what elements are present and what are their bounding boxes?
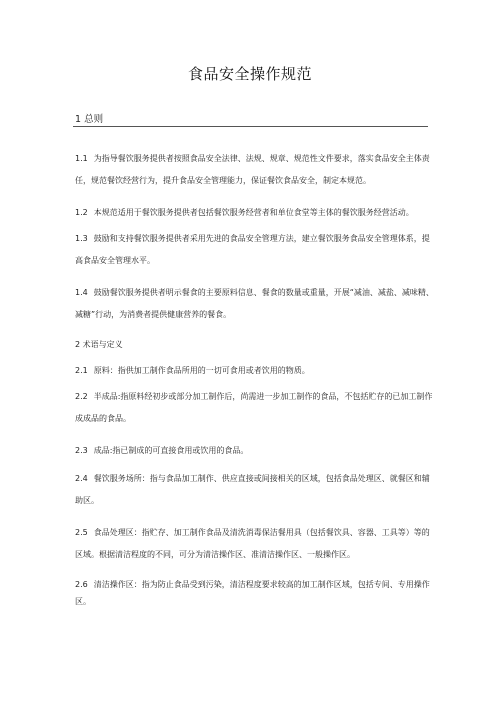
- definition-2-3: [75, 440, 435, 462]
- clause-number: 2.3: [75, 446, 88, 455]
- clause-text: 鼓励和支持餐饮服务提供者采用先进的食品安全管理方法，建立餐饮服务食品安全管理体系，提高食品安全管理水平。: [75, 234, 430, 265]
- paragraph-1-1: [75, 148, 435, 192]
- clause-number: 1.2: [75, 208, 88, 217]
- clause-text: 食品处理区：指贮存、加工制作食品及清洗消毒保洁餐用具（包括餐饮具、容器、工具等）等的区域。根据清洁程度的不同，可分为清洁操作区、准清洁操作区、一般操作区。: [75, 528, 430, 559]
- clause-number: 2.5: [75, 528, 88, 537]
- paragraph-1-2: [75, 202, 435, 224]
- paragraph-1-3: [75, 228, 435, 272]
- clause-text: 餐饮服务场所：指与食品加工制作、供应直接或间接相关的区域，包括食品处理区、就餐区和辅助区。: [75, 474, 430, 505]
- clause-number: 2.1: [75, 366, 88, 375]
- section-heading-general: 1 总则: [75, 114, 104, 125]
- clause-text: 本规范适用于餐饮服务提供者包括餐饮服务经营者和单位食堂等主体的餐饮服务经营活动。: [93, 208, 414, 217]
- definition-2-1: [75, 360, 435, 382]
- paragraph-1-4: [75, 282, 435, 326]
- clause-text: 为指导餐饮服务提供者按照食品安全法律、法规、规章、规范性文件要求，落实食品安全主体责任，规范餐饮经营行为，提升食品安全管理能力，保证餐饮食品安全，制定本规范。: [75, 154, 430, 185]
- clause-text: 清洁操作区：指为防止食品受到污染，清洁程度要求较高的加工制作区域，包括专间、专用操作区。: [75, 580, 430, 606]
- clause-text: 原料：指供加工制作食品所用的一切可食用或者饮用的物质。: [93, 366, 310, 375]
- definition-2-6: [75, 576, 435, 610]
- section-heading-definitions: 2 术语与定义: [75, 340, 123, 349]
- clause-number: 2.2: [75, 392, 88, 401]
- definition-2-2: [75, 386, 435, 430]
- clause-number: 2.4: [75, 474, 88, 483]
- definition-2-5: [75, 522, 435, 566]
- clause-number: 1.4: [75, 288, 88, 297]
- document-title: 食品安全操作规范: [187, 65, 312, 83]
- definition-2-4: [75, 468, 435, 512]
- clause-number: 1.1: [75, 154, 88, 163]
- clause-text: 成品:指已制成的可直接食用或饮用的食品。: [93, 446, 249, 455]
- clause-number: 2.6: [75, 580, 88, 589]
- clause-number: 1.3: [75, 234, 88, 243]
- clause-text: 半成品:指原料经初步或部分加工制作后，尚需进一步加工制作的食品，不包括贮存的已加工制作成成品的食品。: [75, 392, 433, 423]
- section-divider: [73, 126, 428, 127]
- clause-text: 鼓励餐饮服务提供者明示餐食的主要原料信息、餐食的数量或重量，开展“减油、减盐、减味精、减糖”行动，为消费者提供健康营养的餐食。: [75, 288, 434, 319]
